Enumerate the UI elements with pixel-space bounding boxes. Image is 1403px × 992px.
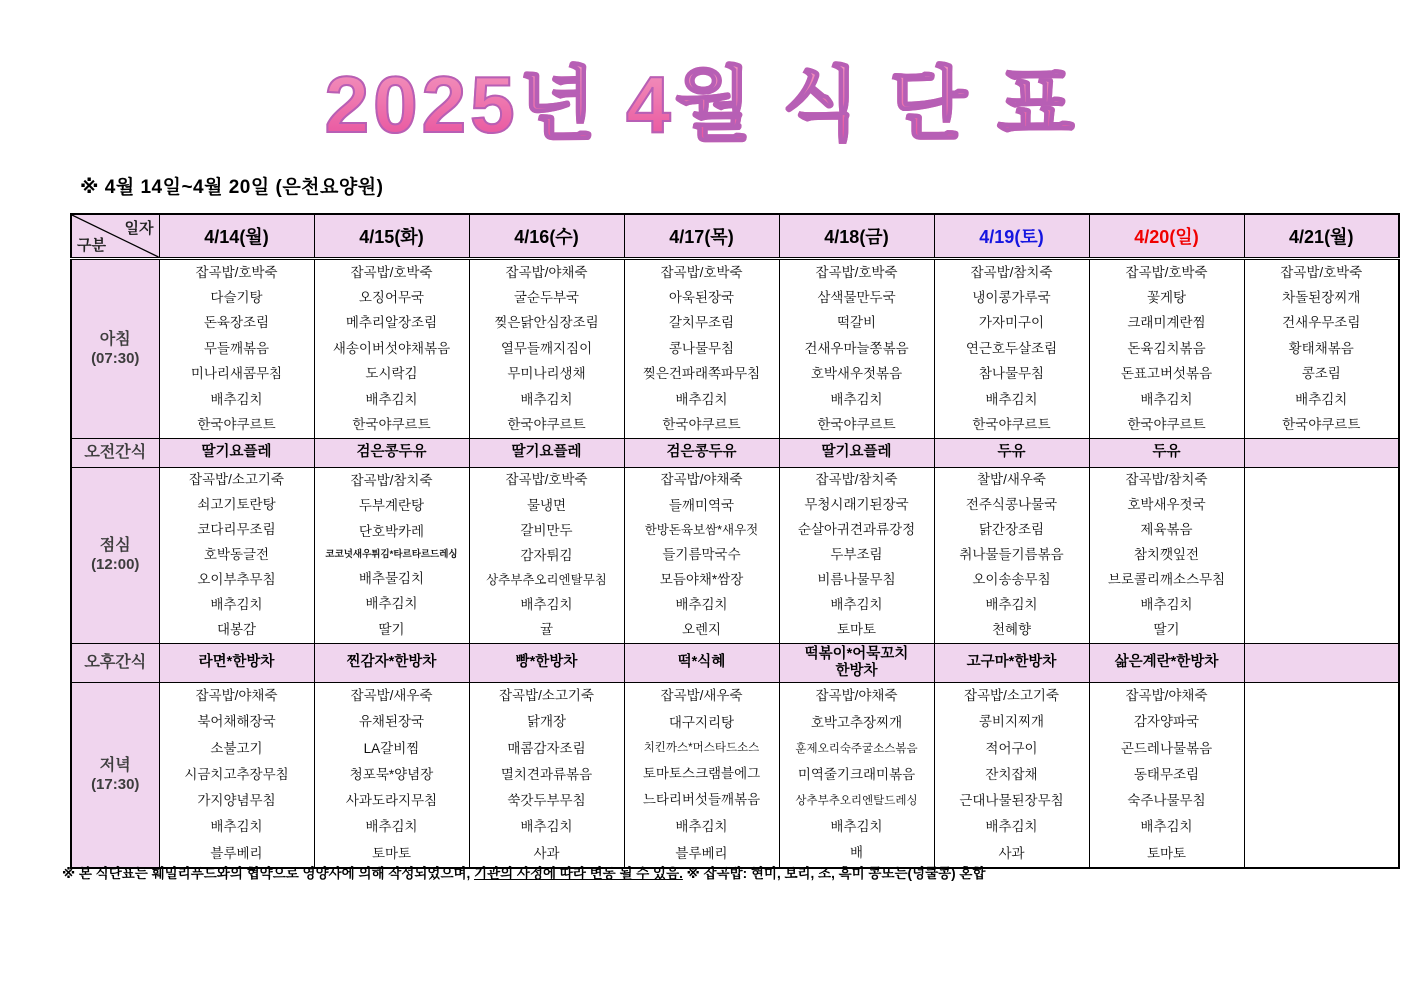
menu-item: 토마토스크램블에그	[642, 765, 761, 781]
menu-item: 한국야쿠르트	[507, 417, 586, 433]
menu-item: 치킨까스*머스타드소스	[643, 742, 760, 755]
snack-cell	[624, 644, 779, 683]
corner-cell	[71, 214, 159, 259]
snack-item: 빵*한방차	[515, 654, 578, 671]
menu-item: 제육볶음	[1140, 522, 1193, 538]
menu-item: 시금치고추장무침	[184, 766, 289, 782]
row-label-time: (07:30)	[91, 349, 140, 367]
menu-item: 배추김치	[210, 597, 263, 613]
snack-cell	[1244, 644, 1399, 683]
menu-item: 사과	[533, 845, 560, 861]
menu-cell	[469, 468, 624, 644]
snack-cell	[624, 439, 779, 468]
menu-item: 브로콜리깨소스무침	[1107, 572, 1226, 588]
menu-cell-items	[935, 260, 1089, 438]
menu-item: 들깨미역국	[668, 497, 735, 513]
menu-item: LA갈비찜	[363, 740, 420, 756]
menu-item: 갈비만두	[520, 522, 573, 538]
menu-item: 딸기	[378, 622, 405, 638]
menu-cell-items	[1245, 468, 1399, 643]
menu-item: 순살아귀견과류강정	[797, 522, 916, 538]
menu-item: 상추부추오리엔탈드레싱	[795, 794, 918, 807]
row-label-breakfast	[71, 259, 159, 439]
menu-item: 쇠고기토란탕	[197, 497, 276, 513]
row-label-dinner	[71, 683, 159, 869]
menu-cell	[779, 683, 934, 869]
menu-cell-items	[780, 468, 934, 643]
snack-item: 떡*식혜	[677, 654, 726, 671]
menu-cell-items	[625, 683, 779, 867]
menu-item: 배추김치	[830, 818, 883, 834]
page-subtitle: ※ 4월 14일~4월 20일 (은천요양원)	[80, 177, 384, 198]
menu-item: 한국야쿠르트	[817, 417, 896, 433]
menu-item: 잡곡밥/소고기죽	[963, 688, 1060, 704]
menu-item: 미나리새콤무침	[190, 366, 283, 382]
menu-item: 참치깻잎전	[1133, 547, 1200, 563]
menu-item: 한국야쿠르트	[662, 417, 741, 433]
menu-item: 잡곡밥/호박죽	[1125, 264, 1208, 280]
menu-item: 호박새우젓볶음	[810, 366, 903, 382]
menu-cell-items	[315, 683, 469, 867]
menu-item: 아욱된장국	[668, 290, 735, 306]
snack-item: 딸기요플레	[201, 444, 272, 461]
menu-item: 배추김치	[520, 597, 573, 613]
menu-item: 무미나리생채	[507, 366, 586, 382]
snack-cell	[934, 644, 1089, 683]
menu-item: 냉이콩가루국	[972, 290, 1051, 306]
menu-item: 닭간장조림	[978, 522, 1045, 538]
menu-item: 청포묵*양념장	[349, 766, 434, 782]
menu-cell-items	[935, 683, 1089, 867]
menu-item: 메추리알장조림	[345, 315, 438, 331]
menu-item: 돈육장조림	[203, 315, 270, 331]
snack-cell	[314, 439, 469, 468]
row-label-time: (17:30)	[91, 775, 140, 793]
snack-cell	[934, 439, 1089, 468]
menu-item: 잡곡밥/참치죽	[815, 472, 898, 488]
menu-item: 잡곡밥/호박죽	[505, 472, 588, 488]
column-header-4-21---: 4/21(월)	[1244, 214, 1399, 259]
menu-item: 참나물무침	[978, 366, 1045, 382]
menu-item: 배추김치	[830, 597, 883, 613]
menu-item: 콩조림	[1301, 366, 1341, 382]
menu-item: 차돌된장찌개	[1282, 290, 1361, 306]
menu-item: 배	[849, 845, 864, 861]
menu-item: 물냉면	[526, 497, 567, 513]
menu-item: 미역줄기크래미볶음	[797, 766, 916, 782]
menu-item: 유채된장국	[358, 714, 425, 730]
menu-item: 호박동글전	[203, 547, 270, 563]
menu-item: 호박새우젓국	[1127, 497, 1206, 513]
menu-item: 한국야쿠르트	[1127, 417, 1206, 433]
menu-item: 훈제오리숙주굴소스볶음	[795, 743, 918, 756]
menu-item: 배추김치	[675, 391, 728, 407]
table-header-row	[71, 214, 1399, 259]
footer-note-underlined: 기관의 사정에 따라 변동 될 수 있음.	[474, 866, 683, 881]
snack-item: 라면*한방차	[198, 654, 275, 671]
menu-cell	[779, 468, 934, 644]
menu-item: 배추김치	[985, 819, 1038, 835]
menu-cell	[624, 683, 779, 869]
menu-item: 두부조림	[830, 547, 883, 563]
menu-item: 단호박카레	[358, 523, 425, 539]
menu-item: 배추김치	[1295, 391, 1348, 407]
menu-item: 느타리버섯들깨볶음	[642, 792, 761, 808]
menu-cell-items	[470, 683, 624, 867]
menu-item: 떡갈비	[836, 315, 877, 331]
menu-cell	[159, 683, 314, 869]
menu-cell-items	[1090, 468, 1244, 643]
menu-item: 배추김치	[365, 596, 418, 612]
row-lunch	[71, 468, 1399, 644]
menu-item: 블루베리	[210, 845, 263, 861]
menu-item: 돈육김치볶음	[1127, 340, 1206, 356]
menu-cell-items	[315, 260, 469, 438]
snack-item: 떡볶이*어묵꼬치	[804, 645, 909, 662]
menu-item: 잡곡밥/야채죽	[505, 264, 588, 280]
menu-item: 토마토	[836, 622, 877, 638]
menu-cell	[1244, 468, 1399, 644]
row-label-pm-snack	[71, 644, 159, 683]
row-label-text: 오전간식	[84, 444, 147, 461]
menu-item: 곤드레나물볶음	[1120, 740, 1213, 756]
menu-item: 가지양념무침	[197, 793, 276, 809]
menu-item: 잔치잡채	[985, 766, 1038, 782]
menu-item: 호박고추장찌개	[810, 715, 903, 731]
menu-item: 갈치무조림	[668, 315, 735, 331]
menu-cell-items	[160, 260, 314, 438]
footer-note-pre: ※ 본 식단표는 훼밀리푸드와의 협약으로 영양사에 의해 작성되었으며,	[62, 866, 475, 881]
menu-item: 콩나물무침	[668, 340, 735, 356]
menu-item: 잡곡밥/새우죽	[350, 688, 433, 704]
row-am-snack	[71, 439, 1399, 468]
snack-item: 두유	[1152, 444, 1181, 461]
row-label-text: 오후간식	[84, 654, 147, 671]
menu-item: 한국야쿠르트	[197, 417, 276, 433]
menu-cell-items	[625, 260, 779, 438]
menu-item: 비름나물무침	[817, 572, 896, 588]
snack-item: 한방차	[835, 663, 878, 679]
page-title: 2025년 4월 식 단 표	[0, 40, 1403, 155]
menu-item: 꽃게탕	[1146, 290, 1187, 306]
snack-item: 고구마*한방차	[966, 654, 1057, 671]
column-header-4-15---: 4/15(화)	[314, 214, 469, 259]
menu-item: 귤	[539, 622, 554, 638]
menu-item: 감자튀김	[520, 547, 573, 563]
row-label-text: 점심	[99, 537, 131, 555]
menu-item: 배추김치	[1140, 391, 1193, 407]
corner-label-date: 일자	[124, 220, 154, 237]
menu-item: 코코넛새우튀김*타르타르드레싱	[325, 549, 458, 561]
menu-item: 멸치견과류볶음	[500, 766, 593, 782]
menu-item: 동태무조림	[1133, 766, 1200, 782]
menu-item: 건새우마늘쫑볶음	[804, 340, 909, 356]
snack-cell	[159, 439, 314, 468]
menu-item: 숙주나물무침	[1127, 793, 1206, 809]
menu-cell	[934, 468, 1089, 644]
menu-item: 삼색물만두국	[817, 290, 896, 306]
menu-cell-items	[1090, 260, 1244, 438]
menu-item: 북어채해장국	[197, 714, 276, 730]
menu-item: 오이부추무침	[197, 572, 276, 588]
menu-cell	[934, 259, 1089, 439]
column-header-4-17---: 4/17(목)	[624, 214, 779, 259]
menu-item: 소불고기	[210, 740, 263, 756]
menu-item: 배추김치	[365, 819, 418, 835]
menu-cell	[469, 259, 624, 439]
menu-item: 잡곡밥/야채죽	[1125, 688, 1208, 704]
menu-item: 배추물김치	[358, 570, 425, 586]
menu-cell-items	[470, 260, 624, 438]
menu-item: 한국야쿠르트	[972, 417, 1051, 433]
menu-cell	[1089, 468, 1244, 644]
menu-cell-items	[935, 468, 1089, 643]
menu-cell	[1089, 683, 1244, 869]
menu-item: 오이송송무침	[972, 572, 1051, 588]
menu-item: 배추김치	[520, 819, 573, 835]
menu-cell-items	[780, 683, 934, 867]
menu-item: 한국야쿠르트	[352, 417, 431, 433]
menu-item: 오렌지	[681, 622, 722, 638]
menu-item: 사과	[998, 845, 1025, 861]
snack-cell	[1244, 439, 1399, 468]
menu-item: 잡곡밥/호박죽	[660, 264, 743, 280]
snack-item: 딸기요플레	[511, 444, 582, 461]
snack-item: 검은콩두유	[666, 444, 737, 461]
menu-item: 잡곡밥/참치죽	[1125, 472, 1208, 488]
snack-cell	[1089, 644, 1244, 683]
menu-item: 잡곡밥/호박죽	[815, 264, 898, 280]
menu-item: 대구지리탕	[668, 714, 735, 730]
menu-item: 대봉감	[216, 622, 257, 638]
menu-item: 배추김치	[365, 391, 418, 407]
corner-label-category: 구분	[77, 237, 106, 254]
menu-item: 상추부추오리엔탈무침	[486, 573, 607, 588]
menu-cell-items	[625, 468, 779, 643]
snack-cell	[1089, 439, 1244, 468]
menu-cell	[314, 259, 469, 439]
menu-item: 잡곡밥/야채죽	[195, 688, 278, 704]
menu-item: 쑥갓두부무침	[507, 793, 586, 809]
menu-item: 한방돈육보쌈*새우젓	[644, 522, 759, 537]
menu-cell	[624, 468, 779, 644]
menu-item: 감자양파국	[1133, 714, 1200, 730]
footer-note	[62, 862, 985, 882]
menu-item: 취나물들기름볶음	[959, 547, 1064, 563]
snack-cell	[469, 439, 624, 468]
menu-cell	[624, 259, 779, 439]
menu-item: 연근호두살조림	[965, 340, 1058, 356]
column-header-4-14---: 4/14(월)	[159, 214, 314, 259]
menu-item: 잡곡밥/야채죽	[815, 688, 898, 704]
snack-item: 딸기요플레	[821, 444, 892, 461]
menu-item: 천혜향	[991, 622, 1032, 638]
menu-item: 배추김치	[520, 391, 573, 407]
snack-cell	[779, 439, 934, 468]
menu-item: 건새우무조림	[1282, 315, 1361, 331]
menu-item: 매콤감자조림	[507, 740, 586, 756]
menu-item: 찢은닭안심장조림	[494, 315, 599, 331]
menu-cell	[314, 468, 469, 644]
menu-item: 토마토	[371, 845, 412, 861]
menu-item: 배추김치	[675, 818, 728, 834]
menu-item: 배추김치	[985, 597, 1038, 613]
row-label-time: (12:00)	[91, 556, 140, 574]
footer-note-post: ※ 잡곡밥: 현미, 보리, 조, 흑미 콩또는(넝쿨콩) 혼합	[682, 866, 986, 881]
snack-cell	[469, 644, 624, 683]
menu-item: 배추김치	[675, 597, 728, 613]
menu-item: 배추김치	[830, 391, 883, 407]
menu-item: 딸기	[1153, 622, 1180, 638]
menu-item: 들기름막국수	[662, 546, 741, 562]
menu-item: 잡곡밥/참치죽	[970, 264, 1053, 280]
menu-item: 한국야쿠르트	[1282, 417, 1361, 433]
row-label-text: 저녁	[99, 756, 131, 774]
menu-cell	[1244, 683, 1399, 869]
menu-item: 배추김치	[210, 819, 263, 835]
menu-item: 잡곡밥/야채죽	[660, 472, 743, 488]
menu-item: 찰밥/새우죽	[977, 472, 1046, 488]
column-header-4-18---: 4/18(금)	[779, 214, 934, 259]
row-breakfast	[71, 259, 1399, 439]
menu-item: 무들깨볶음	[203, 340, 270, 356]
menu-cell	[314, 683, 469, 869]
menu-item: 오징어무국	[358, 290, 425, 306]
menu-cell	[469, 683, 624, 869]
snack-item: 찐감자*한방차	[346, 654, 437, 671]
snack-item: 두유	[997, 444, 1026, 461]
menu-item: 토마토	[1146, 845, 1187, 861]
menu-item: 황태채볶음	[1288, 340, 1354, 356]
menu-item: 코다리무조림	[197, 522, 276, 538]
menu-item: 다슬기탕	[210, 290, 263, 306]
menu-item: 사과도라지무침	[345, 793, 438, 809]
menu-item: 배추김치	[1140, 819, 1193, 835]
menu-item: 배추김치	[1140, 597, 1193, 613]
row-label-lunch	[71, 468, 159, 644]
menu-item: 잡곡밥/소고기죽	[188, 472, 285, 488]
snack-cell	[159, 644, 314, 683]
menu-item: 적어구이	[985, 740, 1038, 756]
menu-item: 전주식콩나물국	[965, 497, 1058, 513]
menu-item: 도시락김	[365, 366, 418, 382]
menu-item: 열무들깨지짐이	[500, 340, 593, 356]
menu-cell-items	[470, 468, 624, 643]
menu-item: 잡곡밥/호박죽	[1280, 264, 1363, 280]
menu-cell-items	[160, 468, 314, 643]
menu-cell	[779, 259, 934, 439]
row-label-am-snack	[71, 439, 159, 468]
menu-item: 근대나물된장무침	[959, 793, 1064, 809]
menu-item: 새송이버섯야채볶음	[332, 340, 451, 356]
menu-item: 닭개장	[526, 714, 567, 730]
row-pm-snack	[71, 644, 1399, 683]
menu-cell-items	[1245, 260, 1399, 438]
snack-cell	[314, 644, 469, 683]
menu-item: 블루베리	[675, 845, 728, 861]
menu-cell	[1244, 259, 1399, 439]
menu-item: 배추김치	[985, 391, 1038, 407]
menu-item: 무청시래기된장국	[804, 497, 909, 513]
menu-cell	[1089, 259, 1244, 439]
meal-plan-table	[70, 213, 1400, 869]
menu-item: 두부계란탕	[358, 498, 425, 514]
menu-cell	[934, 683, 1089, 869]
snack-item: 검은콩두유	[356, 444, 427, 461]
menu-cell-items	[160, 683, 314, 867]
menu-item: 굴순두부국	[513, 290, 580, 306]
menu-item: 찢은건파래쪽파무침	[642, 366, 761, 382]
row-dinner	[71, 683, 1399, 869]
menu-item: 배추김치	[210, 391, 263, 407]
menu-item: 돈표고버섯볶음	[1120, 366, 1213, 382]
column-header-4-20---: 4/20(일)	[1089, 214, 1244, 259]
menu-item: 잡곡밥/호박죽	[195, 264, 278, 280]
menu-cell-items	[780, 260, 934, 438]
menu-item: 잡곡밥/새우죽	[660, 688, 743, 704]
snack-cell	[779, 644, 934, 683]
menu-item: 잡곡밥/참치죽	[350, 472, 433, 488]
menu-cell-items	[1245, 683, 1399, 867]
menu-cell	[159, 259, 314, 439]
menu-cell-items	[1090, 683, 1244, 867]
menu-item: 잡곡밥/소고기죽	[498, 688, 595, 704]
menu-item: 콩비지찌개	[978, 714, 1045, 730]
row-label-text: 아침	[99, 330, 131, 348]
snack-item: 삶은계란*한방차	[1114, 654, 1219, 671]
menu-item: 크래미계란찜	[1127, 315, 1206, 331]
menu-item: 모듬야채*쌈장	[659, 572, 744, 587]
menu-item: 가자미구이	[978, 315, 1045, 331]
menu-cell	[159, 468, 314, 644]
menu-item: 잡곡밥/호박죽	[350, 264, 433, 280]
menu-cell-items	[315, 468, 469, 643]
column-header-4-19---: 4/19(토)	[934, 214, 1089, 259]
column-header-4-16---: 4/16(수)	[469, 214, 624, 259]
